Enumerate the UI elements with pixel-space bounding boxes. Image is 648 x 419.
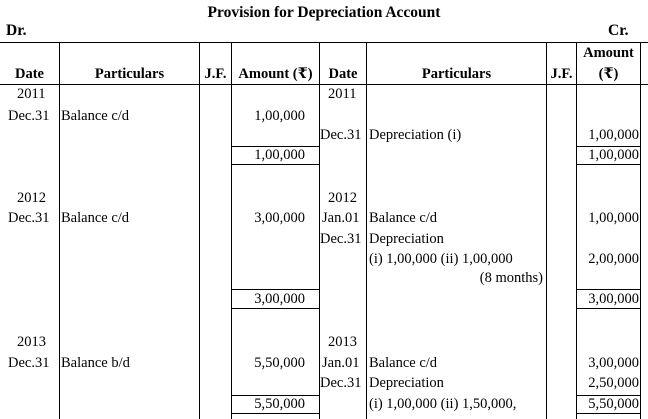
entry-amount: 2,00,000: [588, 251, 639, 267]
col-divider: [59, 42, 60, 419]
header-rule: [0, 84, 648, 85]
entry-particulars: Depreciation: [369, 231, 444, 247]
year-label: 2011: [17, 86, 46, 102]
entry-particulars: Balance b/d: [61, 355, 130, 371]
year-label: 2013: [17, 334, 46, 350]
total-rule: [576, 308, 640, 309]
year-label: 2012: [17, 190, 46, 206]
entry-amount: 1,00,000: [588, 127, 639, 143]
entry-date: Dec.31: [320, 127, 362, 143]
credit-label: Cr.: [608, 22, 629, 39]
entry-particulars: (i) 1,00,000 (ii) 1,50,000,: [369, 396, 517, 412]
total-amount: 5,50,000: [588, 396, 639, 412]
entry-date: Jan.01: [322, 355, 360, 371]
page-title: Provision for Depreciation Account: [207, 4, 441, 21]
entry-particulars: (i) 1,00,000 (ii) 1,00,000: [369, 251, 513, 267]
entry-particulars: Depreciation (i): [369, 127, 462, 143]
col-divider: [199, 42, 200, 419]
debit-label: Dr.: [6, 22, 27, 39]
total-amount: 1,00,000: [254, 147, 305, 163]
header-jf: J.F.: [550, 66, 573, 82]
total-rule: [576, 289, 640, 290]
entry-amount: 5,50,000: [254, 355, 305, 371]
total-rule: [576, 413, 640, 414]
header-amount: (₹): [598, 66, 619, 82]
total-rule: [576, 164, 640, 165]
entry-particulars: Balance c/d: [61, 210, 130, 226]
total-amount: 3,00,000: [588, 291, 639, 307]
year-label: 2011: [328, 86, 357, 102]
total-amount: 1,00,000: [588, 147, 639, 163]
entry-amount: 2,50,000: [588, 375, 639, 391]
total-rule: [231, 308, 319, 309]
entry-date: Dec.31: [320, 375, 362, 391]
total-rule: [231, 289, 319, 290]
header-date: Date: [15, 66, 44, 82]
entry-amount: 1,00,000: [254, 108, 305, 124]
entry-particulars: Depreciation: [369, 375, 444, 391]
entry-amount: 3,00,000: [254, 210, 305, 226]
total-rule: [231, 413, 319, 414]
year-label: 2013: [328, 334, 357, 350]
col-divider: [640, 42, 641, 419]
entry-particulars: Balance c/d: [61, 108, 130, 124]
entry-particulars: Balance c/d: [369, 355, 438, 371]
entry-date: Dec.31: [320, 231, 362, 247]
total-rule: [231, 164, 319, 165]
entry-date: Dec.31: [8, 355, 50, 371]
total-amount: 5,50,000: [254, 396, 305, 412]
entry-amount: 3,00,000: [588, 355, 639, 371]
entry-particulars: (8 months): [479, 270, 543, 286]
header-amount: Amount (₹): [238, 66, 313, 82]
entry-particulars: Balance c/d: [369, 210, 438, 226]
year-label: 2012: [328, 190, 357, 206]
header-date: Date: [328, 66, 358, 82]
header-jf: J.F.: [204, 66, 227, 82]
col-divider: [366, 42, 367, 419]
header-amount: Amount: [583, 45, 634, 61]
table-top-rule: [0, 42, 648, 43]
header-particulars: Particulars: [94, 66, 165, 82]
total-amount: 3,00,000: [254, 291, 305, 307]
header-particulars: Particulars: [421, 66, 492, 82]
entry-date: Dec.31: [8, 210, 50, 226]
entry-date: Jan.01: [322, 210, 360, 226]
col-divider: [546, 42, 547, 419]
entry-date: Dec.31: [8, 108, 50, 124]
entry-amount: 1,00,000: [588, 210, 639, 226]
